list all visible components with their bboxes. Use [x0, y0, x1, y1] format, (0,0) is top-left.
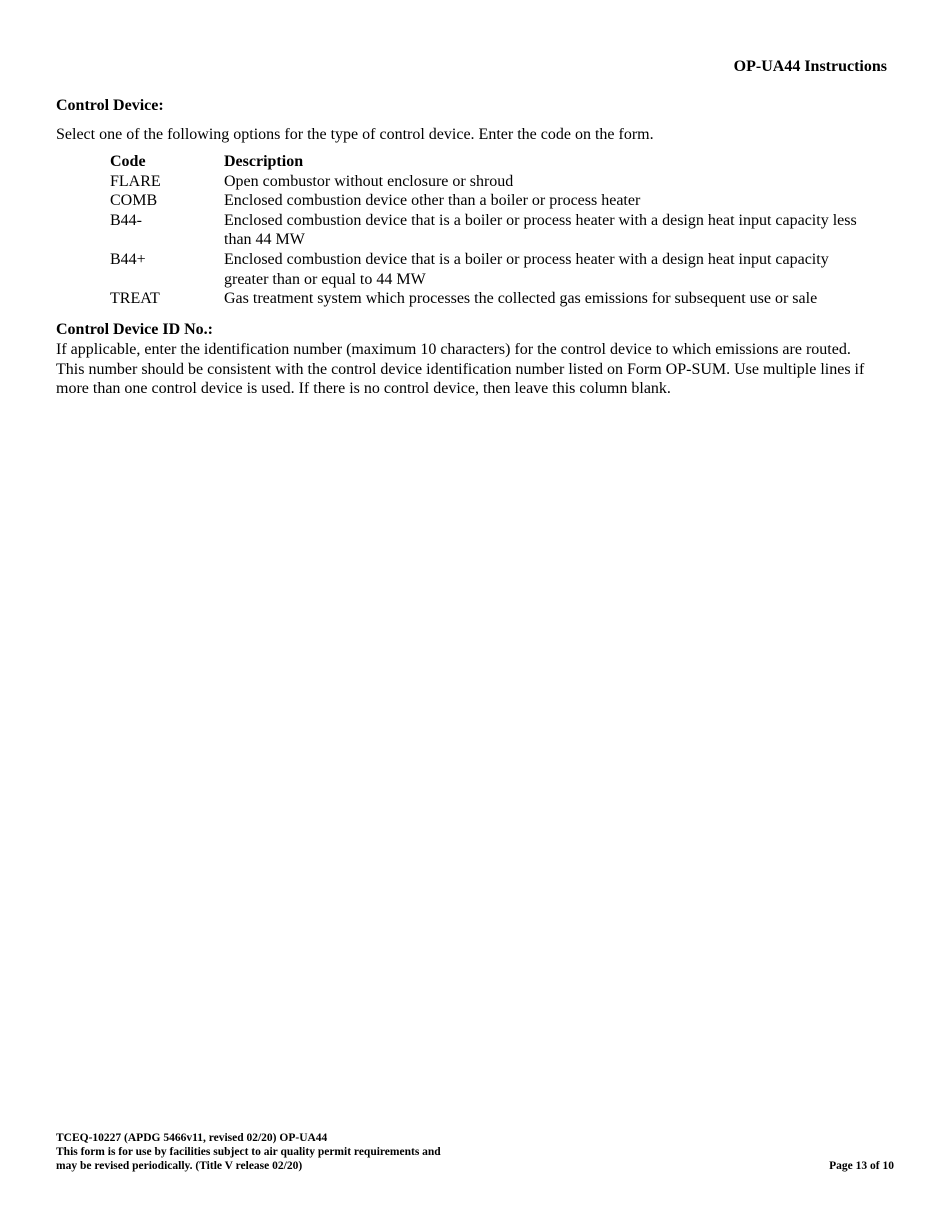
code-cell: COMB	[110, 192, 158, 210]
code-cell: TREAT	[110, 290, 160, 308]
document-header-title: OP-UA44 Instructions	[733, 58, 887, 75]
description-cell: Enclosed combustion device that is a boiler or process heater with a design heat input capacity less than 44 MW	[224, 211, 857, 249]
page-number: Page 13 of 10	[829, 1160, 894, 1172]
table-row	[110, 289, 874, 309]
table-row	[110, 250, 874, 289]
footer-line-form-id: TCEQ-10227 (APDG 5466v11, revised 02/20) OP-UA44	[56, 1132, 328, 1144]
section-intro: Select one of the following options for the type of control device. Enter the code on the form.	[56, 126, 654, 143]
control-device-code-table	[110, 152, 874, 309]
description-cell: Open combustor without enclosure or shroud	[224, 172, 514, 190]
code-cell: B44+	[110, 250, 146, 268]
column-header-description: Description	[224, 153, 304, 170]
footer-form-info	[56, 1131, 441, 1173]
footer-line-notice: This form is for use by facilities subject to air quality permit requirements and	[56, 1146, 441, 1158]
section-heading-control-device-id: Control Device ID No.:	[56, 321, 214, 338]
table-row	[110, 191, 874, 211]
footer-line-revision: may be revised periodically. (Title V release 02/20)	[56, 1160, 303, 1172]
description-cell: Gas treatment system which processes the collected gas emissions for subsequent use or sale	[224, 290, 818, 308]
table-row	[110, 211, 874, 250]
table-row	[110, 172, 874, 192]
section-body: If applicable, enter the identification number (maximum 10 characters) for the control device to which emissions are routed. This number should be consistent with the control device identification number listed on Form OP-SUM. Use multiple lines if more than one control device is used. If there is no control device, then leave this column blank.	[56, 341, 865, 398]
description-cell: Enclosed combustion device that is a boiler or process heater with a design heat input capacity greater than or equal to 44 MW	[224, 250, 829, 288]
column-header-code: Code	[110, 153, 146, 170]
code-cell: B44-	[110, 211, 142, 229]
description-cell: Enclosed combustion device other than a boiler or process heater	[224, 192, 641, 210]
table-header-row	[110, 152, 874, 172]
code-cell: FLARE	[110, 172, 161, 190]
section-heading-control-device: Control Device:	[56, 97, 164, 114]
